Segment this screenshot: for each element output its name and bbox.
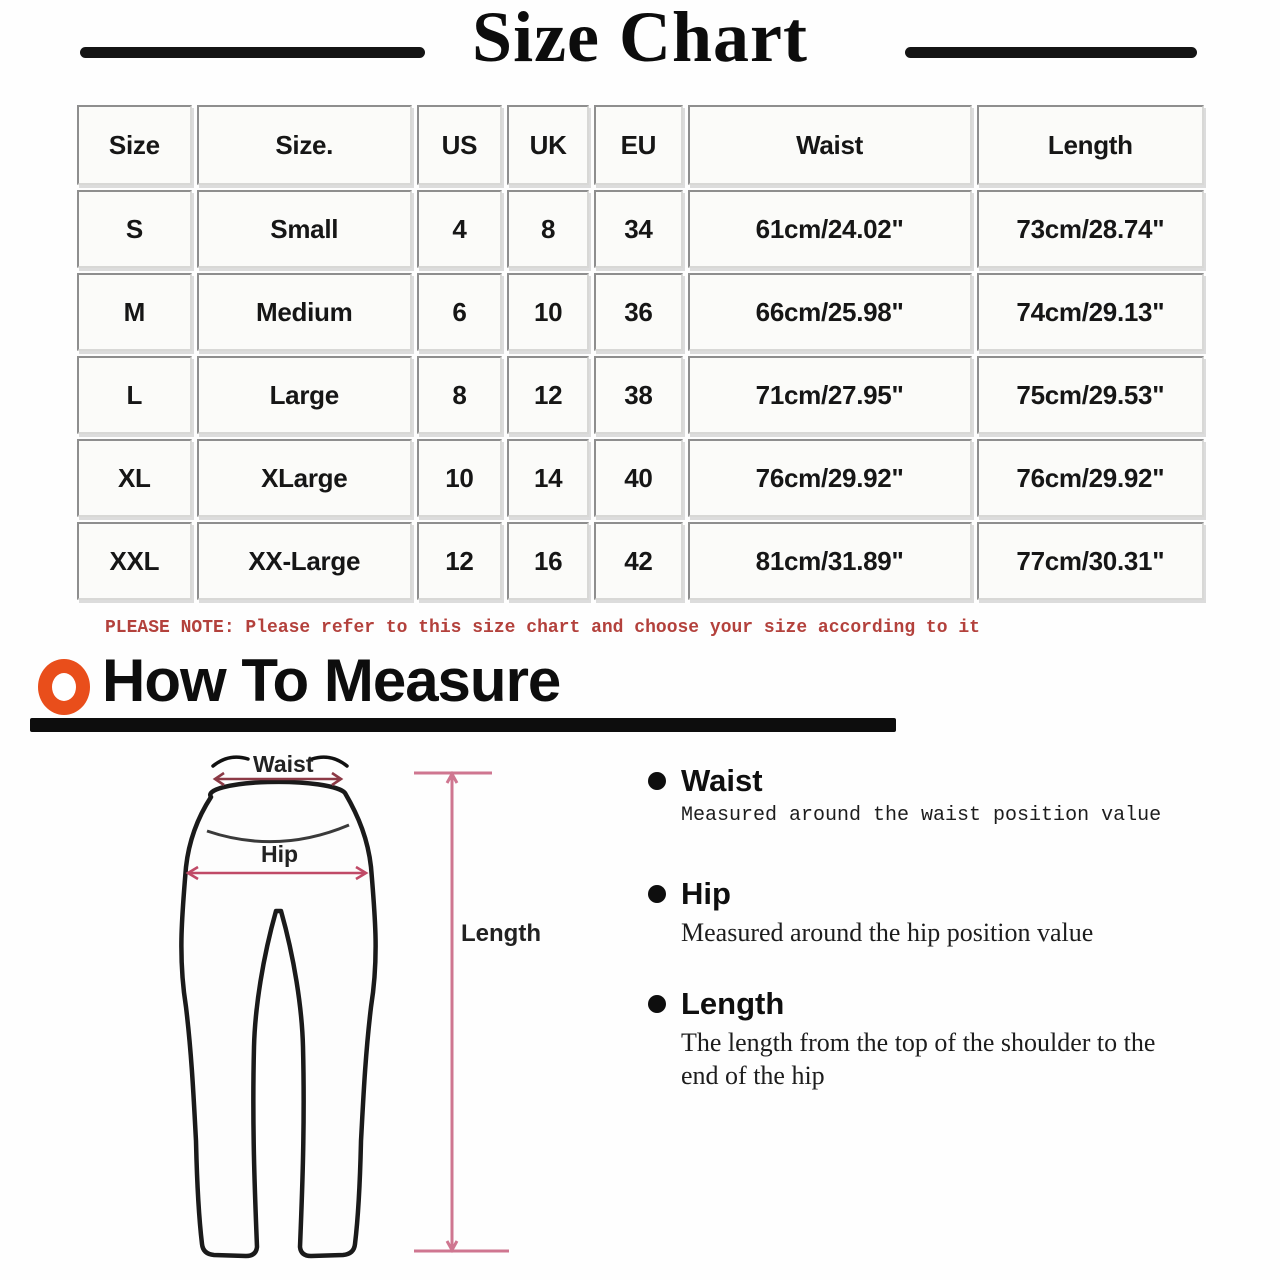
measure-label-length: Length [681, 986, 785, 1021]
cell-length: 74cm/29.13" [977, 273, 1204, 351]
cell-size: XL [77, 439, 192, 517]
cell-waist: 71cm/27.95" [688, 356, 972, 434]
cell-us: 12 [417, 522, 502, 600]
cell-eu: 38 [594, 356, 682, 434]
col-header-us: US [417, 105, 502, 185]
cell-size-name: Large [197, 356, 412, 434]
page-title: Size Chart [472, 0, 808, 77]
cell-uk: 8 [507, 190, 589, 268]
diagram-hip-label: Hip [261, 841, 299, 867]
cell-uk: 14 [507, 439, 589, 517]
cell-waist: 81cm/31.89" [688, 522, 972, 600]
cell-waist: 66cm/25.98" [688, 273, 972, 351]
measure-desc-hip: Measured around the hip position value [681, 918, 1094, 947]
measure-label-hip: Hip [681, 876, 731, 911]
bullet-dot-icon [648, 772, 666, 790]
waist-swoosh-left [213, 757, 248, 766]
waist-swoosh-right [312, 757, 347, 766]
cell-uk: 10 [507, 273, 589, 351]
length-measure-line [414, 773, 509, 1251]
cell-uk: 16 [507, 522, 589, 600]
cell-size-name: XX-Large [197, 522, 412, 600]
col-header-eu: EU [594, 105, 682, 185]
cell-eu: 42 [594, 522, 682, 600]
bullet-dot-icon [648, 995, 666, 1013]
how-to-measure-title: How To Measure [102, 647, 561, 714]
cell-size-name: Small [197, 190, 412, 268]
col-header-size-name: Size. [197, 105, 412, 185]
cell-length: 77cm/30.31" [977, 522, 1204, 600]
cell-size: M [77, 273, 192, 351]
col-header-uk: UK [507, 105, 589, 185]
measure-label-waist: Waist [681, 763, 763, 798]
col-header-size: Size [77, 105, 192, 185]
measure-item-length [648, 986, 1191, 1093]
ring-bullet-icon [38, 659, 90, 715]
table-header-row [77, 105, 1204, 185]
col-header-waist: Waist [688, 105, 972, 185]
bullet-dot-icon [648, 885, 666, 903]
col-header-length: Length [977, 105, 1204, 185]
cell-eu: 40 [594, 439, 682, 517]
title-divider-right [905, 47, 1197, 58]
please-note-text: PLEASE NOTE: Please refer to this size chart and choose your size according to it [105, 618, 980, 638]
table-row [77, 273, 1204, 351]
diagram-length-label: Length [461, 920, 541, 947]
table-row [77, 522, 1204, 600]
cell-size: XXL [77, 522, 192, 600]
cell-us: 6 [417, 273, 502, 351]
table-row [77, 439, 1204, 517]
cell-size: S [77, 190, 192, 268]
table-row [77, 190, 1204, 268]
measure-desc-waist: Measured around the waist position value [681, 804, 1162, 827]
cell-length: 76cm/29.92" [977, 439, 1204, 517]
cell-waist: 76cm/29.92" [688, 439, 972, 517]
diagram-waist-label: Waist [253, 751, 314, 777]
cell-length: 73cm/28.74" [977, 190, 1204, 268]
cell-us: 10 [417, 439, 502, 517]
cell-waist: 61cm/24.02" [688, 190, 972, 268]
measure-desc-length: The length from the top of the shoulder to the end of the hip [681, 1028, 1156, 1091]
cell-size-name: XLarge [197, 439, 412, 517]
cell-length: 75cm/29.53" [977, 356, 1204, 434]
cell-us: 8 [417, 356, 502, 434]
cell-us: 4 [417, 190, 502, 268]
pants-measure-diagram [95, 745, 630, 1280]
table-row [77, 356, 1204, 434]
cell-size-name: Medium [197, 273, 412, 351]
measure-item-hip [648, 876, 1191, 949]
section-divider-bar [30, 718, 896, 732]
cell-size: L [77, 356, 192, 434]
measure-item-waist [648, 763, 1161, 829]
cell-uk: 12 [507, 356, 589, 434]
cell-eu: 34 [594, 190, 682, 268]
size-table [72, 100, 1209, 605]
cell-eu: 36 [594, 273, 682, 351]
